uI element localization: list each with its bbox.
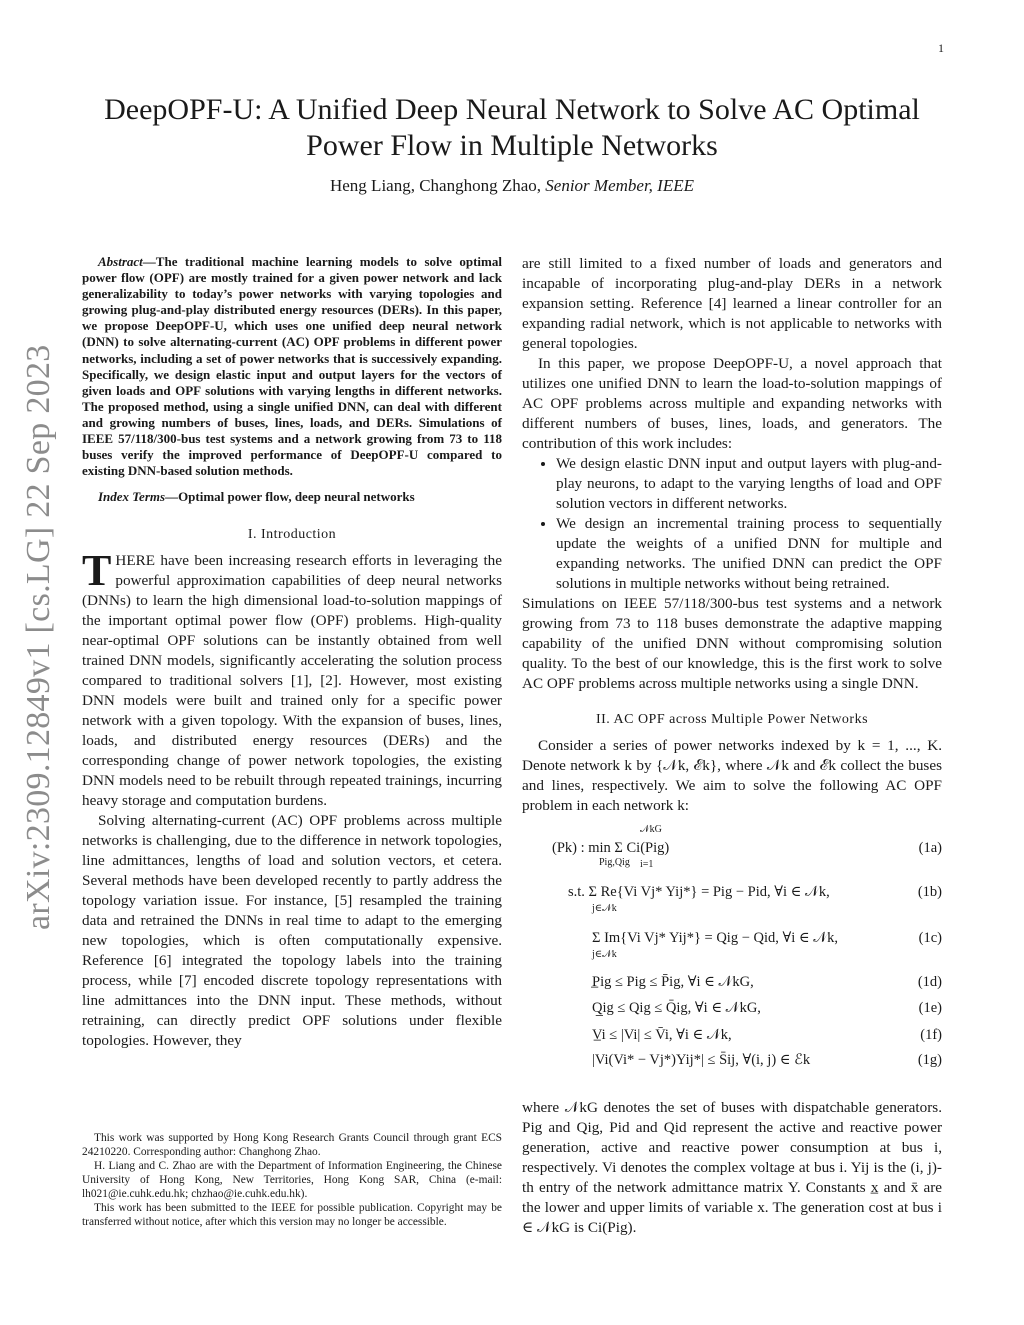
equation-expression: |Vi(Vi* − Vj*)Yij*| ≤ S̄ij, ∀(i, j) ∈ ℰk (592, 1052, 811, 1068)
section-2-heading: II. AC OPF across Multiple Power Networks (595, 712, 869, 727)
right-paragraph-3: Simulations on IEEE 57/118/300-bus test systems and a network growing from 73 to 118 buses demonstrate the adaptive mapping capability of the unified DNN without compromising solution quality. To the best of our knowledge, this is the first work to solve AC OPF problems across multiple networks using a single DNN. (522, 595, 942, 692)
index-terms-text: —Optimal power flow, deep neural networks (165, 489, 415, 505)
abstract (82, 254, 502, 479)
equation-expression: V̲i ≤ |Vi| ≤ V̄i, ∀i ∈ 𝒩k, (592, 1027, 732, 1043)
author-line (60, 176, 964, 196)
author-role: Senior Member, IEEE (545, 176, 694, 195)
equation-tag: (1a) (918, 840, 942, 856)
equation-expression: P̲ig ≤ Pig ≤ P̄ig, ∀i ∈ 𝒩kG, (592, 974, 754, 990)
equation-block (522, 826, 942, 1098)
right-paragraph-1: are still limited to a fixed number of loads and generators and incapable of incorporating plug-and-play DERs in a network expansion setting. Reference [4] learned a linear controller for an expanding radial network, which is not applicable to networks with general topologies. (522, 255, 942, 352)
paper-title (60, 92, 964, 164)
equation-sum-lower: j∈𝒩k (592, 949, 617, 960)
right-paragraph-5: where 𝒩kG denotes the set of buses with dispatchable generators. Pig and Qig, Pid and Qid represent the active and reactive power generation, active and reactive power consumption at bus i, respectively. Vi denotes the complex voltage at bus i. Yij is the (i, j)-th entry of the network admittance matrix Y. Constants x̲ and x̄ are the lower and upper limits of variable x. The generation cost at bus i ∈ 𝒩kG is Ci(Pig). (522, 1099, 942, 1236)
equation-tag: (1c) (918, 930, 942, 946)
equation-tag: (1f) (920, 1027, 942, 1043)
equation-tag: (1b) (917, 884, 942, 900)
equation-sum-upper: 𝒩kG (640, 824, 662, 835)
equation-tag: (1g) (917, 1052, 942, 1068)
equation-sum-lower: j∈𝒩k (592, 903, 617, 914)
footnote-copyright: This work has been submitted to the IEEE for possible publication. Copyright may be transferred without notice, after which this version may no longer be accessible. (82, 1202, 502, 1228)
arxiv-identifier: arXiv:2309.12849v1 [cs.LG] 22 Sep 2023 (20, 344, 57, 930)
contribution-item: • We design an incremental training process to sequentially update the weights of a unified DNN for multiple and expanding networks. The unified DNN can predict the OPF solutions in multiple networks without being retrained. (556, 514, 942, 594)
equation-sum-lower: i=1 (640, 859, 654, 870)
equation-expression: s.t. Σ Re{Vi Vj* Yij*} = Pig − Pid, ∀i ∈ 𝒩k, (568, 884, 830, 900)
contribution-list (522, 454, 942, 594)
footnote-affiliation: H. Liang and C. Zhao are with the Department of Information Engineering, the Chinese University of Hong Kong, New Territories, Hong Kong SAR, China (e-mail: lh021@ie.cuhk.edu.hk; chzhao@ie.cuhk.edu.hk). (82, 1160, 502, 1200)
intro-paragraph-2: Solving alternating-current (AC) OPF problems across multiple networks is challenging, due to the difference in network topologies, line admittances, lengths of load and solution vectors, et cetera. Several methods have been developed recently to partly address the topology variation issue. For instance, [5] resampled the training data and retrained the DNNs in real time to adapt to the emerging new topologies, which is often computationally expensive. Reference [6] integrated the topology labels into the training process, while [7] encoded discrete topology representations with line admittances into the DNN input. These methods, without retraining, can directly predict OPF solutions under flexible topologies. However, they (82, 812, 502, 1050)
footnotes (82, 1131, 502, 1229)
title-line-1: DeepOPF-U: A Unified Deep Neural Network to Solve AC Optimal (104, 93, 920, 126)
equation-tag: (1d) (917, 974, 942, 990)
equation-expression: (Pk) : min Σ Ci(Pig) (552, 840, 670, 856)
equation-expression: Q̲ig ≤ Qig ≤ Q̄ig, ∀i ∈ 𝒩kG, (592, 1000, 761, 1016)
intro-paragraph-1 (82, 546, 502, 811)
title-line-2: Power Flow in Multiple Networks (306, 129, 718, 162)
drop-cap: T (82, 546, 112, 596)
right-paragraph-4: Consider a series of power networks indexed by k = 1, ..., K. Denote network k by {𝒩k, ℰk}, where 𝒩k and ℰk collect the buses and lines, respectively. We aim to solve the following AC OPF problem in each network k: (522, 737, 942, 814)
footnote-funding: This work was supported by Hong Kong Research Grants Council through grant ECS 24210220. Corresponding author: Changhong Zhao. (82, 1132, 502, 1158)
index-terms-lead: Index Terms (98, 489, 166, 505)
contribution-item: • We design elastic DNN input and output layers with plug-and-play neurons, to adapt to the varying lengths of load and OPF solution vectors in different networks. (556, 454, 942, 514)
page-number: 1 (938, 41, 944, 55)
equation-tag: (1e) (918, 1000, 942, 1016)
intro-paragraph-1-text: HERE have been increasing research efforts in leveraging the powerful approximation capabilities of deep neural networks (DNNs) to learn the high dimensional load-to-solution mappings of the important optimal power flow (OPF) problems. High-quality near-optimal OPF solutions can be instantly obtained from well trained DNN models, significantly accelerating the solution process compared to traditional solvers [1], [2]. However, most existing DNN models were built and trained only for a specific power network with a given topology. With the expansion of buses, lines, loads, and distributed energy resources (DERs) and the corresponding change of power network topologies, the existing DNN models need to be rebuilt through repeated trainings, incurring heavy storage and computation burdens. (82, 552, 502, 810)
right-paragraph-2: In this paper, we propose DeepOPF-U, a novel approach that utilizes one unified DNN to learn the load-to-solution mappings of AC OPF problems across multiple and expanding networks with different numbers of buses, lines, loads, and generators. The contribution of this work includes: (522, 355, 942, 452)
section-1-heading: I. Introduction (247, 527, 337, 543)
abstract-text: —The traditional machine learning models to solve optimal power flow (OPF) are mostly trained for a given power network and lack generalizability to today’s power networks with varying topologies and growing plug-and-play distributed energy resources (DERs). In this paper, we propose DeepOPF-U, which uses one unified deep neural network (DNN) to solve alternating-current (AC) OPF problems in different power networks, including a set of power networks that is successively expanding. Specifically, we design elastic input and output layers for the vectors of given loads and OPF solutions with varying lengths in different networks. The proposed method, using a single unified DNN, can deal with different and growing numbers of buses, lines, loads, and DERs. Simulations of IEEE 57/118/300-bus test systems and a network growing from 73 to 118 buses verify the improved performance of DeepOPF-U compared to existing DNN-based solution methods. (82, 254, 502, 479)
abstract-lead: Abstract (98, 254, 143, 269)
author-names: Heng Liang, Changhong Zhao, (329, 176, 542, 195)
index-terms (82, 489, 502, 505)
equation-expression: Σ Im{Vi Vj* Yij*} = Qig − Qid, ∀i ∈ 𝒩k, (592, 930, 839, 946)
equation-min-subscript: Pig,Qig (599, 857, 630, 868)
left-column (82, 254, 502, 1051)
right-column (522, 254, 942, 1238)
